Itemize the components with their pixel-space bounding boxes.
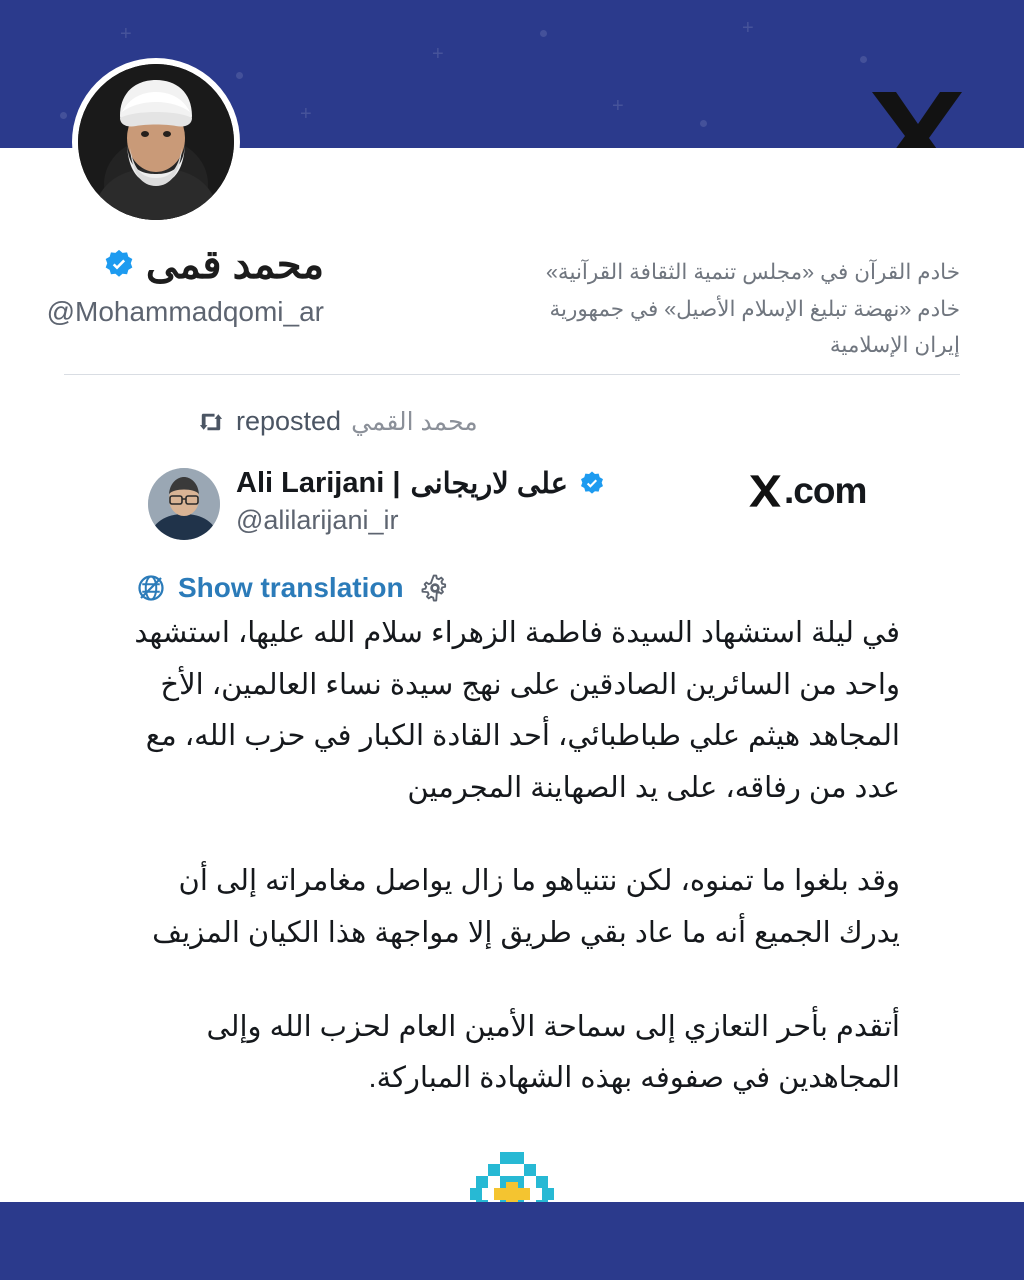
decor-plus-icon: + — [612, 95, 624, 117]
tweet-paragraph: وقد بلغوا ما تمنوه، لكن نتنياهو ما زال يواصل مغامراته إلى أن يدرك الجميع أنه ما عاد بقي طريق إلا مواجهة هذا الكيان المزيف — [152, 865, 900, 950]
tweet-paragraph: أتقدم بأحر التعازي إلى سماحة الأمين العام لحزب الله وإلى المجاهدين في صفوفه بهذه الشهادة المباركة. — [206, 1010, 900, 1095]
show-translation-row[interactable] — [136, 572, 450, 604]
repost-user: محمد القمي — [351, 407, 478, 436]
x-logo-icon — [866, 88, 966, 148]
avatar — [72, 58, 240, 226]
header-divider — [64, 374, 960, 375]
verified-badge-icon — [102, 248, 136, 282]
decor-dot-icon — [236, 72, 243, 79]
profile-avatar-image — [78, 64, 234, 220]
repost-label: reposted — [236, 406, 342, 436]
translate-icon — [136, 573, 166, 603]
repost-icon — [196, 409, 226, 435]
decor-dot-icon — [60, 112, 67, 119]
profile-identity — [47, 242, 324, 328]
decor-dot-icon — [700, 120, 707, 127]
bottom-bar — [0, 1202, 1024, 1280]
quoted-author-handle: @alilarijani_ir — [236, 505, 399, 535]
quoted-author-name: Ali Larijani | — [236, 467, 401, 499]
quoted-author-avatar[interactable] — [148, 468, 220, 540]
decor-plus-icon: + — [300, 103, 312, 125]
xcom-domain-label: .com — [784, 470, 867, 511]
tweet-paragraph: في ليلة استشهاد السيدة فاطمة الزهراء سلام الله عليها، استشهد واحد من السائرين الصادقين على نهج سيدة نساء العالمين، الأخ المجاهد هيثم علي طباطبائي، أحد القادة الكبار في حزب الله، مع عدد من رفاقه، على يد الصهاينة المجرمين — [134, 617, 900, 804]
decor-plus-icon: + — [742, 17, 754, 39]
bio-line: خادم القرآن في «مجلس تنمية الثقافة القرآنية» — [545, 260, 960, 284]
show-translation-label[interactable]: Show translation — [178, 572, 404, 603]
repost-row — [0, 406, 1024, 450]
x-logo-icon — [748, 474, 782, 508]
verified-badge-icon — [578, 470, 606, 498]
decor-dot-icon — [860, 56, 867, 63]
profile-bio — [500, 254, 960, 364]
decor-plus-icon: + — [432, 43, 444, 65]
bio-line: خادم «نهضة تبليغ الإسلام الأصيل» في جمهورية إيران الإسلامية — [549, 296, 960, 358]
quoted-tweet-author — [148, 468, 908, 548]
decor-dot-icon — [540, 30, 547, 37]
tweet-text — [120, 608, 900, 1105]
profile-handle: @Mohammadqomi_ar — [46, 296, 324, 327]
decor-plus-icon: + — [120, 23, 132, 45]
profile-header — [0, 232, 1024, 372]
gear-icon[interactable] — [420, 573, 450, 603]
quoted-author-name-arabic: على لاریجانی — [410, 468, 568, 500]
xcom-watermark — [748, 470, 866, 512]
page-title: محمد قمی — [145, 243, 324, 287]
